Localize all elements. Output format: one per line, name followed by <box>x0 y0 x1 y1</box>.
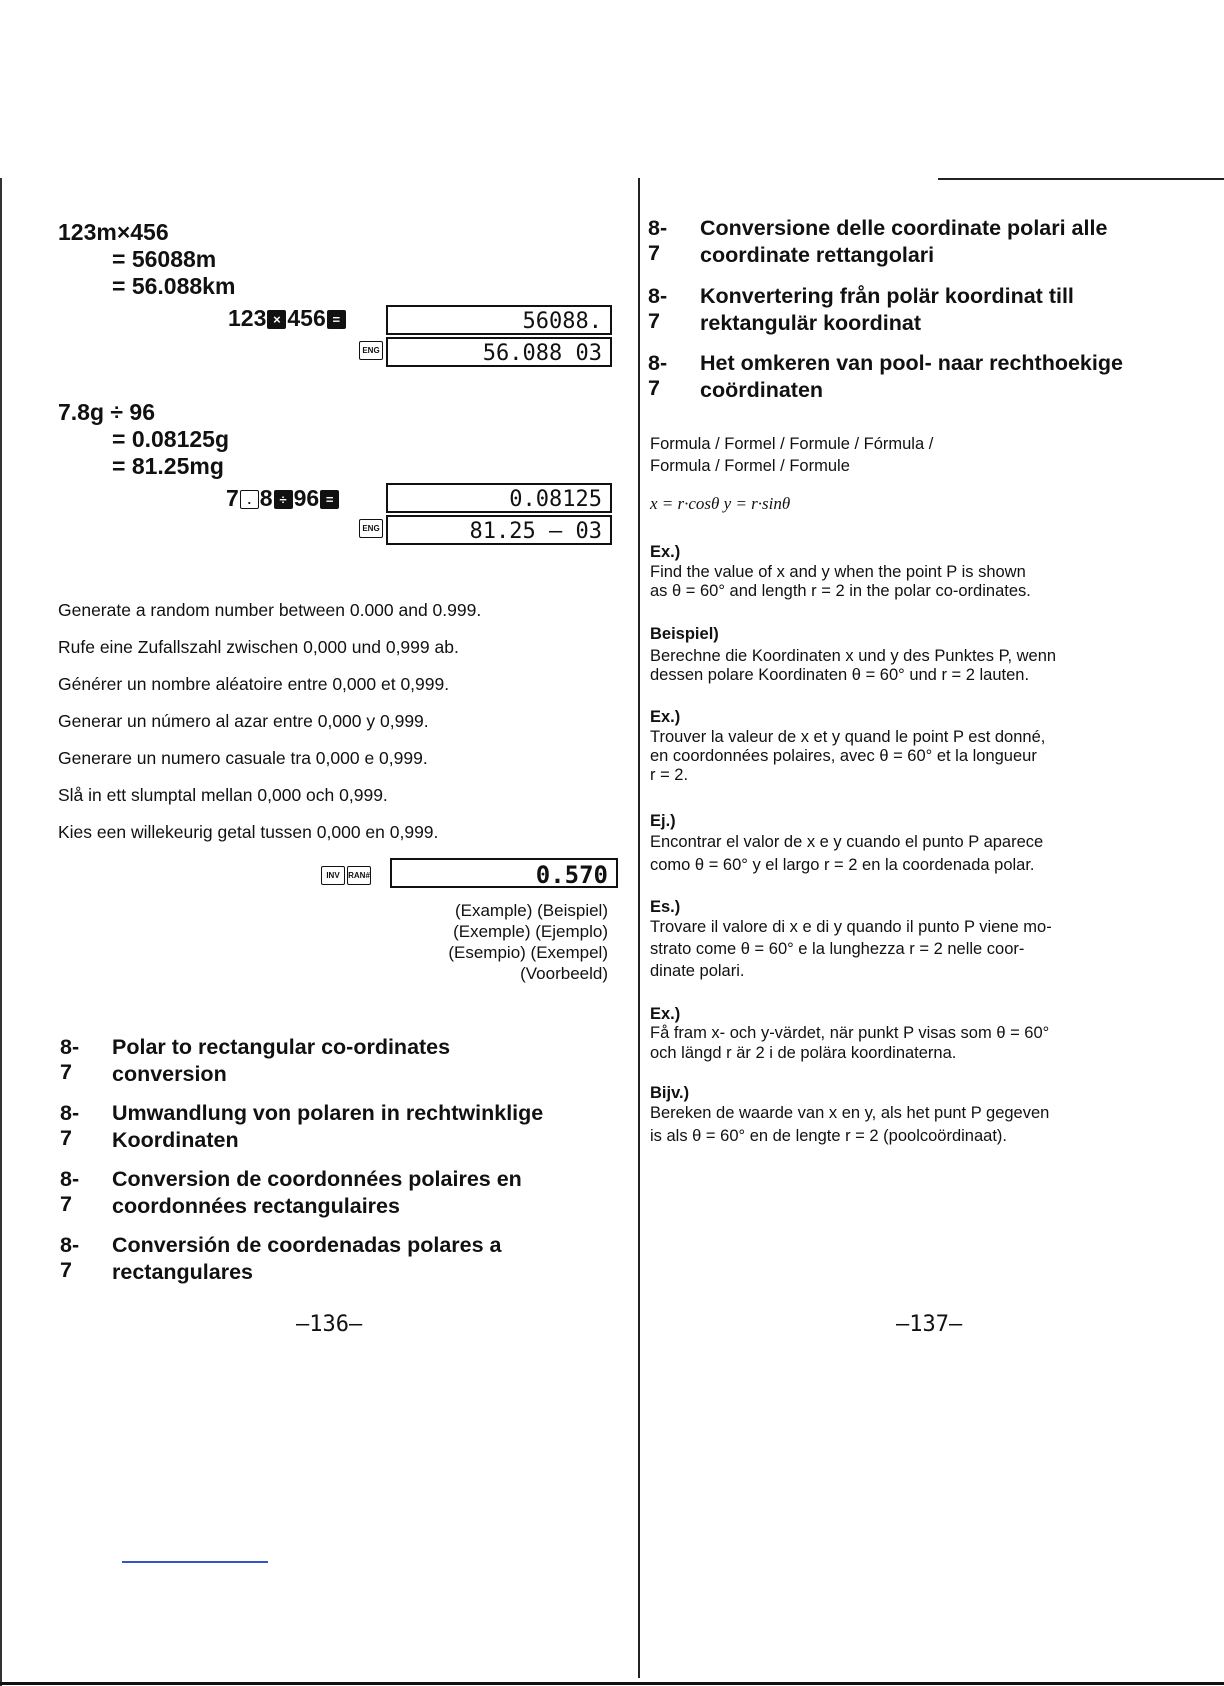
key-decimal[interactable]: . <box>240 490 259 509</box>
calc2-key-sequence <box>226 485 340 512</box>
calc2-result-2: = 81.25mg <box>112 453 224 479</box>
example-de-line-1: Berechne die Koordinaten x und y des Punktes P, wenn <box>650 647 1057 665</box>
calc2-display-2: 81.25 – 03 <box>386 515 612 545</box>
section-number: 8-7 <box>60 1233 80 1282</box>
random-display: 0.570 <box>390 858 618 888</box>
example-it-line-1: Trovare il valore di x e di y quando il punto P viene mo- <box>650 918 1052 936</box>
example-nl-label: Bijv.) <box>650 1084 690 1102</box>
key-96[interactable]: 96 <box>293 485 320 511</box>
random-text-en: Generate a random number between 0.000 and 0.999. <box>58 600 482 620</box>
example-de-line-2: dessen polare Koordinaten θ = 60° und r = 2 lauten. <box>650 666 1030 684</box>
formula: x = r·cosθ y = r·sinθ <box>650 494 791 513</box>
calc2-result-1: = 0.08125g <box>112 426 230 452</box>
key-eng[interactable]: ENG <box>359 341 383 360</box>
key-eng[interactable]: ENG <box>359 519 383 538</box>
key-inv[interactable]: INV <box>321 866 345 885</box>
key-divide[interactable]: ÷ <box>274 490 293 509</box>
random-key-sequence <box>320 866 372 885</box>
section-title-line-2: rectangulares <box>112 1260 254 1284</box>
section-number: 8-7 <box>648 284 668 333</box>
section-title-line-1: Umwandlung von polaren in rechtwinklige <box>112 1101 544 1125</box>
examples-line-2: (Exemple) (Ejemplo) <box>453 922 608 941</box>
calc2-eng-key-wrap <box>358 519 384 538</box>
calc2-display-1: 0.08125 <box>386 483 612 513</box>
calc1-eng-key-wrap <box>358 341 384 360</box>
example-nl-line-2: is als θ = 60° en de lengte r = 2 (poolcoördinaat). <box>650 1127 1007 1145</box>
example-es-label: Ej.) <box>650 812 676 830</box>
section-title-line-1: Konvertering från polär koordinat till <box>700 284 1074 308</box>
example-de-label: Beispiel) <box>650 625 719 643</box>
section-number: 8-7 <box>60 1167 80 1216</box>
random-text-sv: Slå in ett slumptal mellan 0,000 och 0,999. <box>58 785 388 805</box>
calc1-expression: 123m×456 <box>58 219 169 245</box>
random-text-es: Generar un número al azar entre 0,000 y 0,999. <box>58 711 429 731</box>
example-fr-label: Ex.) <box>650 708 681 726</box>
example-es-line-2: como θ = 60° y el largo r = 2 en la coordenada polar. <box>650 856 1035 874</box>
left-margin-rule <box>0 178 2 1686</box>
section-title-line-2: coordinate rettangolari <box>700 243 935 267</box>
example-fr-line-1: Trouver la valeur de x et y quand le point P est donné, <box>650 728 1046 746</box>
key-equals[interactable]: = <box>320 490 339 509</box>
key-ran[interactable]: RAN# <box>347 866 371 885</box>
section-title-line-2: coördinaten <box>700 378 824 402</box>
example-en-label: Ex.) <box>650 543 681 561</box>
section-number: 8-7 <box>60 1101 80 1150</box>
random-text-de: Rufe eine Zufallszahl zwischen 0,000 und 0,999 ab. <box>58 637 459 657</box>
section-title-line-1: Conversion de coordonnées polaires en <box>112 1167 522 1191</box>
section-title-line-1: Conversione delle coordinate polari alle <box>700 216 1108 240</box>
bottom-rule <box>0 1682 1224 1685</box>
example-sv-line-1: Få fram x- och y-värdet, när punkt P visas som θ = 60° <box>650 1024 1050 1042</box>
section-number: 8-7 <box>648 216 668 265</box>
example-es-line-1: Encontrar el valor de x e y cuando el punto P aparece <box>650 833 1044 851</box>
key-8[interactable]: 8 <box>259 485 273 511</box>
section-number: 8-7 <box>60 1035 80 1084</box>
examples-line-3: (Esempio) (Exempel) <box>448 943 608 962</box>
example-en-line-2: as θ = 60° and length r = 2 in the polar co-ordinates. <box>650 582 1031 600</box>
page-divider <box>638 178 640 1678</box>
section-title-line-1: Het omkeren van pool- naar rechthoekige <box>700 351 1123 375</box>
section-title-line-1: Polar to rectangular co-ordinates <box>112 1035 451 1059</box>
key-equals[interactable]: = <box>327 310 346 329</box>
blue-mark <box>122 1561 268 1563</box>
example-fr-line-3: r = 2. <box>650 766 689 784</box>
example-it-line-3: dinate polari. <box>650 962 745 980</box>
calc2-expression: 7.8g ÷ 96 <box>58 399 156 425</box>
calc1-display-1: 56088. <box>386 305 612 335</box>
example-sv-line-2: och längd r är 2 i de polära koordinaterna. <box>650 1044 957 1062</box>
calc1-key-sequence <box>228 305 347 332</box>
page-number-left: –136– <box>296 1312 363 1337</box>
section-title-line-2: Koordinaten <box>112 1128 239 1152</box>
section-number: 8-7 <box>648 351 668 400</box>
example-it-label: Es.) <box>650 898 681 916</box>
section-title-line-2: coordonnées rectangulaires <box>112 1194 400 1218</box>
example-nl-line-1: Bereken de waarde van x en y, als het punt P gegeven <box>650 1104 1050 1122</box>
formula-label-1: Formula / Formel / Formule / Fórmula / <box>650 435 934 453</box>
random-text-fr: Générer un nombre aléatoire entre 0,000 et 0,999. <box>58 674 450 694</box>
example-it-line-2: strato come θ = 60° e la lunghezza r = 2 nelle coor- <box>650 940 1025 958</box>
example-en-line-1: Find the value of x and y when the point P is shown <box>650 563 1026 581</box>
calc1-result-1: = 56088m <box>112 246 217 272</box>
calc1-result-2: = 56.088km <box>112 273 236 299</box>
key-456[interactable]: 456 <box>287 305 326 331</box>
key-123[interactable]: 123 <box>228 305 267 331</box>
examples-line-4: (Voorbeeld) <box>520 964 608 983</box>
example-fr-line-2: en coordonnées polaires, avec θ = 60° et la longueur <box>650 747 1037 765</box>
random-text-nl: Kies een willekeurig getal tussen 0,000 en 0,999. <box>58 822 439 842</box>
random-text-it: Generare un numero casuale tra 0,000 e 0,999. <box>58 748 428 768</box>
key-7[interactable]: 7 <box>226 485 239 511</box>
example-sv-label: Ex.) <box>650 1005 681 1023</box>
page-number-right: –137– <box>896 1312 963 1337</box>
examples-line-1: (Example) (Beispiel) <box>454 901 608 920</box>
section-title-line-1: Conversión de coordenadas polares a <box>112 1233 502 1257</box>
section-title-line-2: rektangulär koordinat <box>700 311 922 335</box>
calc1-display-2: 56.088 03 <box>386 337 612 367</box>
section-title-line-2: conversion <box>112 1062 227 1086</box>
top-rule <box>938 178 1224 180</box>
key-multiply[interactable]: × <box>267 310 286 329</box>
formula-label-2: Formula / Formel / Formule <box>650 457 850 475</box>
